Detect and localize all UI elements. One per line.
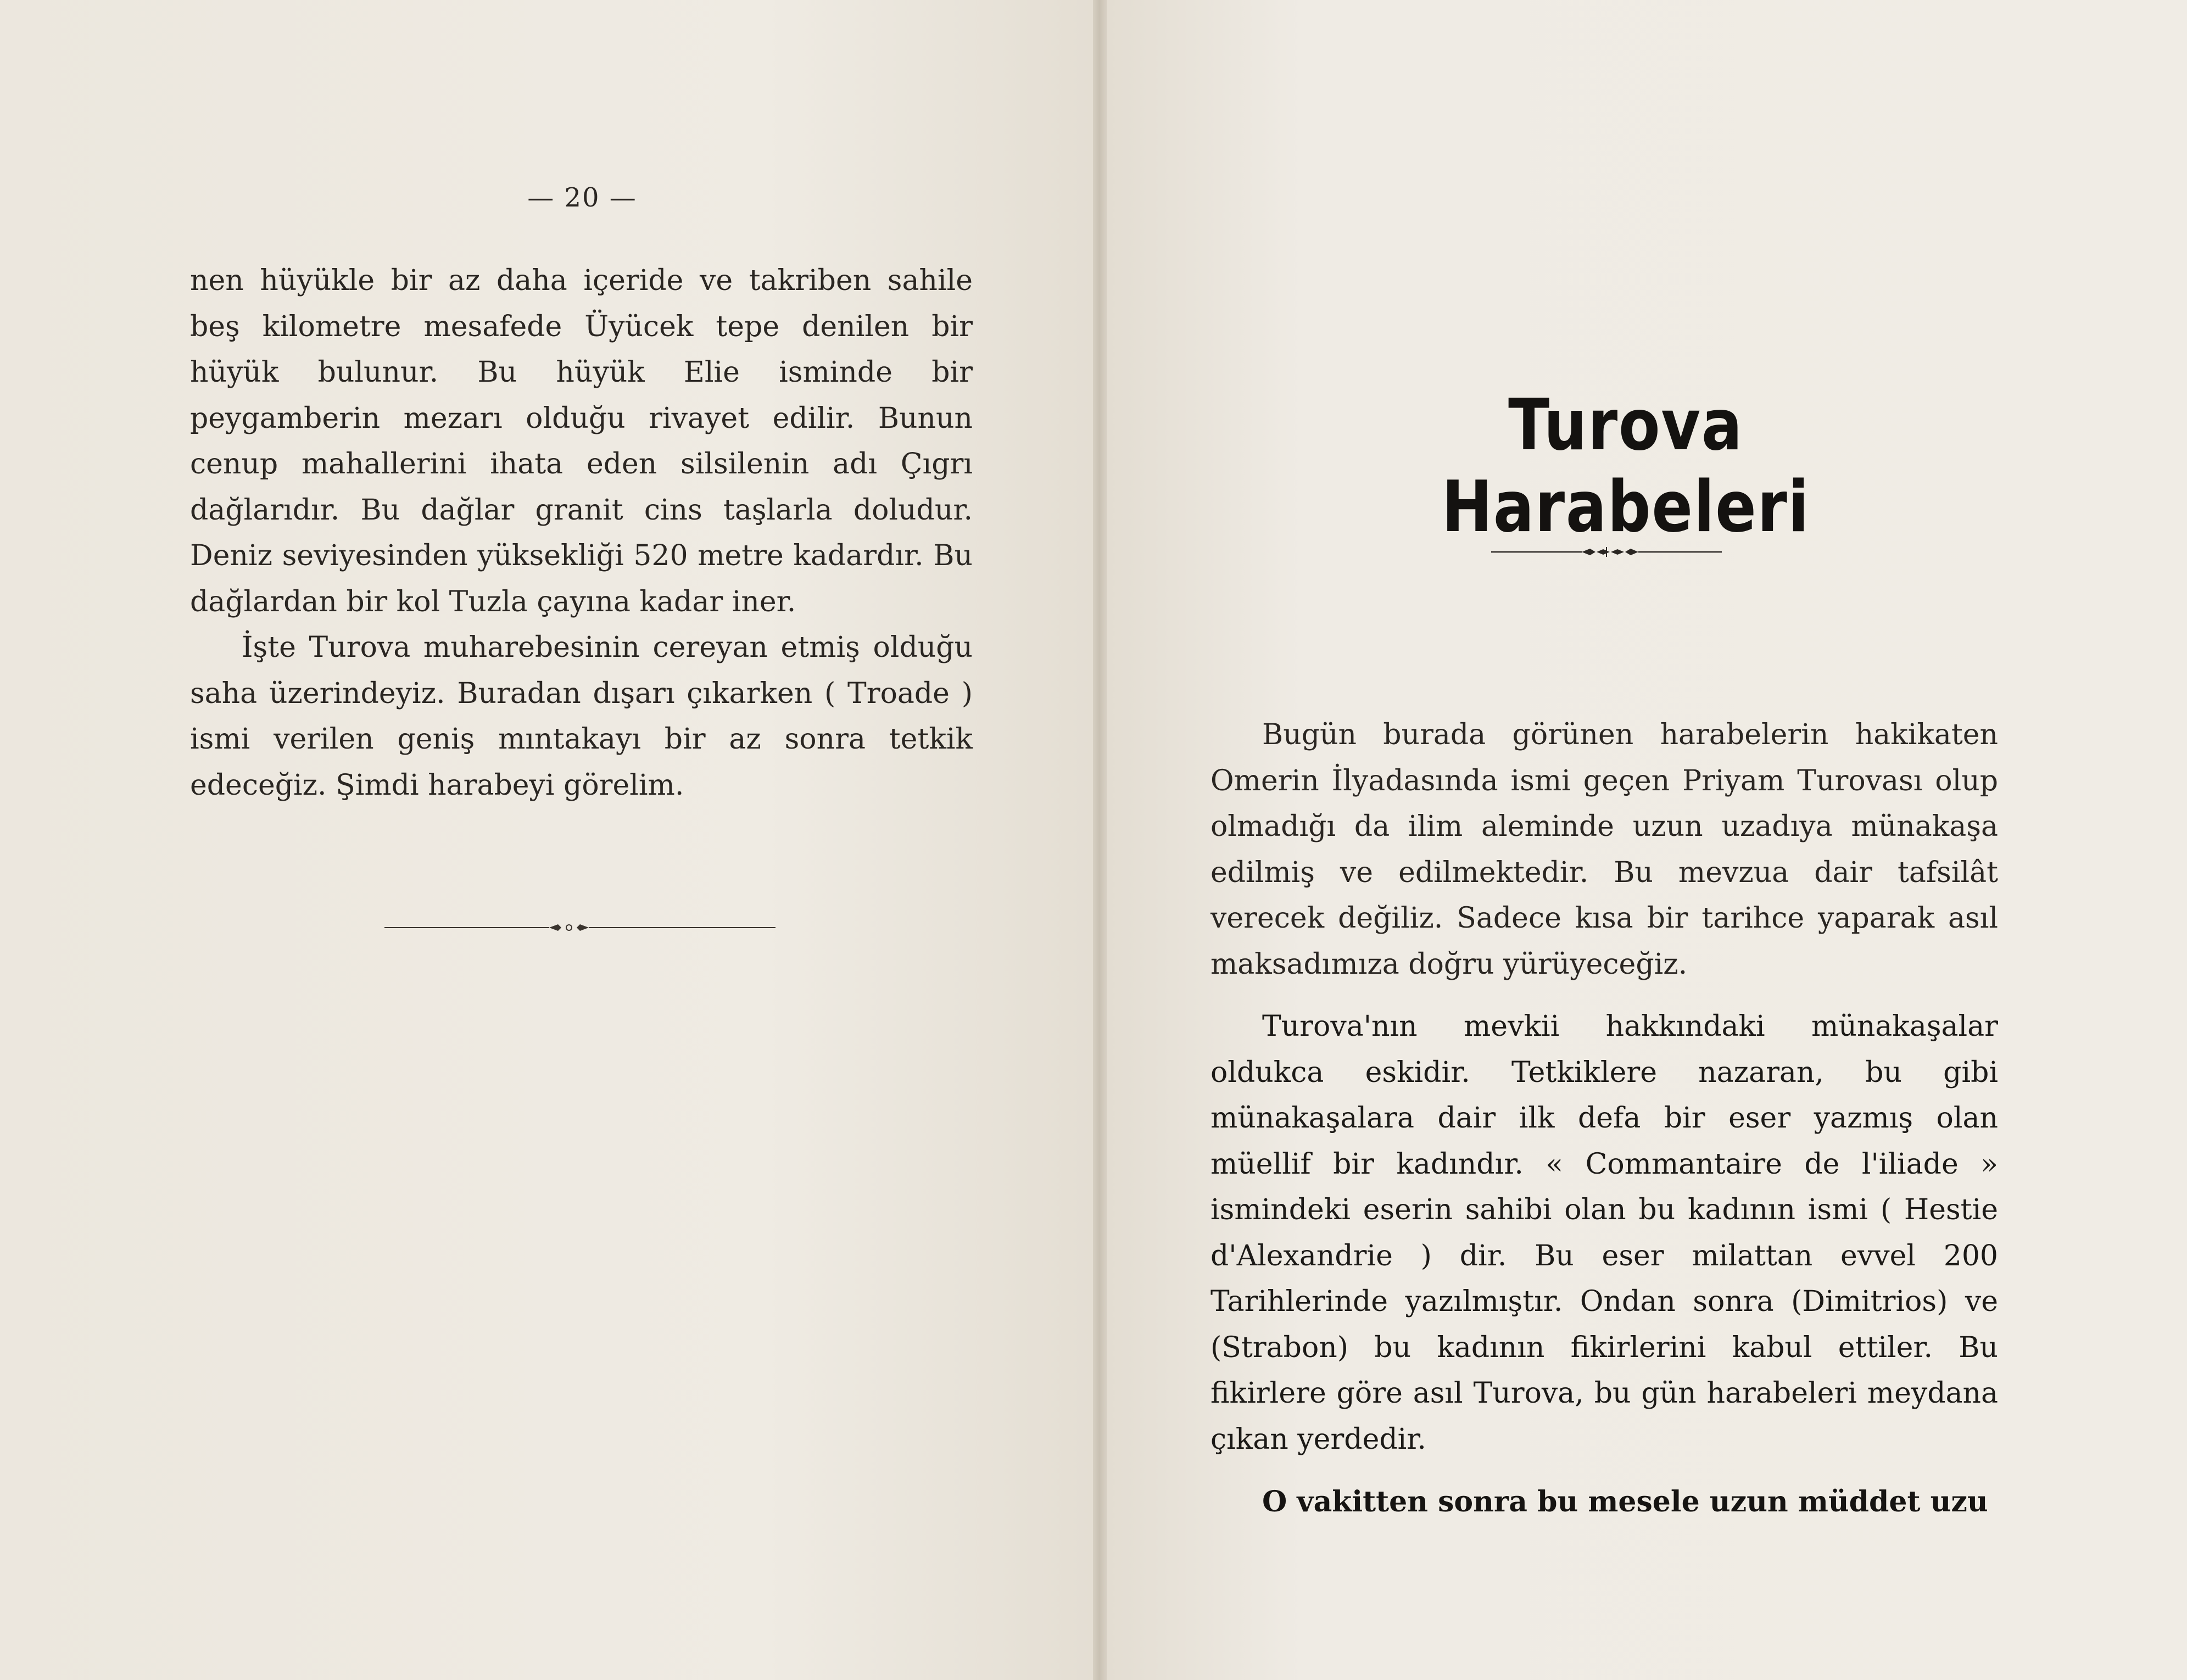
page-number: — 20 —	[527, 182, 637, 213]
right-paragraph-1: Bugün burada görünen harabelerin hakikaten Omerin İlyadasında ismi geçen Priyam Turovası olup olmadığı da ilim aleminde uzun uzadıya münakaşa edilmiş ve edilmektedir. Bu mevzua dair tafsilât verecek değiliz. Sadece kısa bir tarihce yaparak asıl maksadımıza doğru yürüyeceğiz.	[1210, 718, 1998, 981]
left-paragraph-2: İşte Turova muharebesinin cereyan etmiş olduğu saha üzerindeyiz. Buradan dışarı çıkarken ( Troade ) ismi verilen geniş mıntakayı bir az sonra tetkik edeceğiz. Şimdi harabeyi görelim.	[190, 631, 973, 802]
chapter-title: Turova Harabeleri	[1441, 384, 1810, 548]
left-page-text	[190, 258, 973, 808]
right-paragraph-2: Turova'nın mevkii hakkındaki münakaşalar oldukca eskidir. Tetkiklere nazaran, bu gibi münakaşalara dair ilk defa bir eser yazmış olan müellif bir kadındır. « Commantaire de l'iliade » ismindeki eserin sahibi olan bu kadının ismi ( Hestie d'Alexandrie ) dir. Bu eser milattan evvel 200 Tarihlerinde yazılmıştır. Ondan sonra (Dimitrios) ve (Strabon) bu kadının fikirlerini kabul ettiler. Bu fikirlere göre asıl Turova, bu gün harabeleri meydana çıkan yerdedir.	[1210, 1010, 1998, 1456]
right-paragraph-3: O vakitten sonra bu mesele uzun müddet uzu	[1262, 1485, 1988, 1519]
left-paragraph-1: nen hüyükle bir az daha içeride ve takriben sahile beş kilometre mesafede Üyücek tepe denilen bir hüyük bulunur. Bu hüyük Elie isminde bir peygamberin mezarı olduğu rivayet edilir. Bunun cenup mahallerini ihata eden silsilenin adı Çıgrı dağlarıdır. Bu dağlar granit cins taşlarla doludur. Deniz seviyesinden yüksekliği 520 metre kadardır. Bu dağlardan bir kol Tuzla çayına kadar iner.	[190, 264, 973, 618]
section-divider-ornament	[384, 919, 776, 936]
title-divider-ornament	[1491, 544, 1722, 560]
book-spine	[1093, 0, 1107, 1680]
left-page	[0, 0, 1093, 1680]
right-page-text	[1210, 712, 1998, 1542]
